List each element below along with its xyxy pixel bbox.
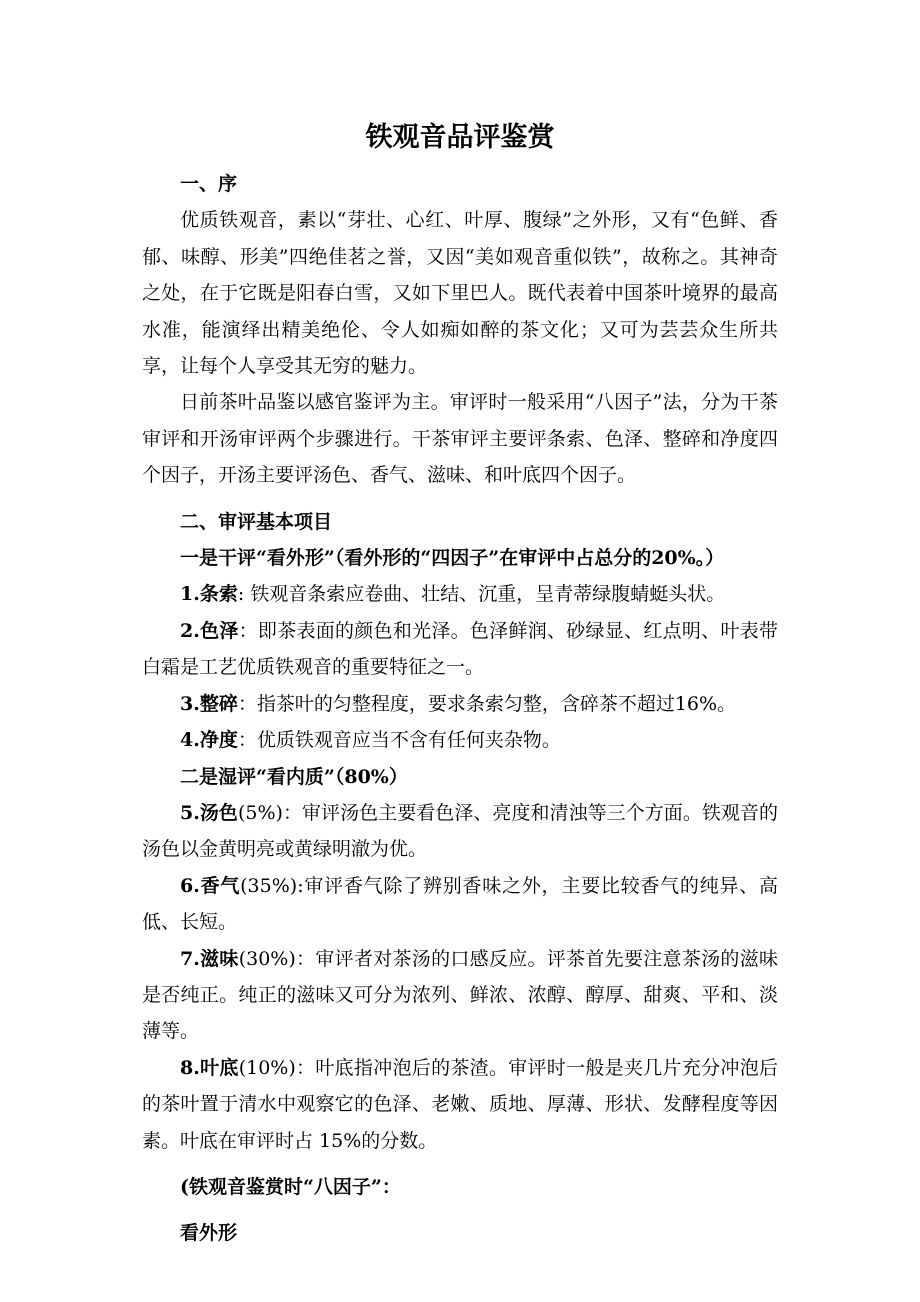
- note-heading: (铁观音鉴赏时“八因子”：: [180, 1175, 401, 1198]
- item-text: (10%)：叶底指冲泡后的茶渣。审评时一般是夹几片充分冲泡后的茶叶置于清水中观察它的色泽、老嫩、质地、厚薄、形状、发酵程度等因素。叶底在审评时占 15%的分数。: [142, 1056, 778, 1152]
- item-text: (5%)：审评汤色主要看色泽、亮度和清浊等三个方面。铁观音的汤色以金黄明亮或黄绿明澈为优。: [142, 801, 778, 861]
- item-aroma: [142, 868, 778, 941]
- item-label: 2.色泽: [180, 619, 239, 642]
- item-label: 4.净度: [180, 729, 238, 752]
- item-label: 6.香气: [180, 874, 241, 897]
- item-strip: [142, 576, 778, 612]
- dry-review-heading: 一是干评“看外形”（看外形的“四因子”在审评中占总分的20%。）: [180, 547, 725, 570]
- item-text: ：指茶叶的匀整程度，要求条索匀整，含碎茶不超过16%。: [237, 692, 737, 715]
- item-color: [142, 613, 778, 686]
- item-text: ：即茶表面的颜色和光泽。色泽鲜润、砂绿显、红点明、叶表带白霜是工艺优质铁观音的重要特征之一。: [142, 619, 778, 679]
- item-purity: [142, 722, 778, 758]
- item-label: 7.滋味: [180, 947, 239, 970]
- item-label: 5.汤色: [180, 801, 238, 824]
- item-leaf-base: [142, 1050, 778, 1159]
- item-text: : 铁观音条索应卷曲、壮结、沉重，呈青蒂绿腹蜻蜓头状。: [237, 583, 726, 606]
- document-title: 铁观音品评鉴赏: [365, 122, 555, 153]
- item-uniformity: [142, 686, 778, 722]
- item-label: 1.条索: [180, 583, 238, 606]
- item-text: (35%):审评香气除了辨别香味之外，主要比较香气的纯异、高低、长短。: [142, 874, 778, 934]
- subsection-heading-appearance: 看外形: [180, 1222, 238, 1245]
- item-text: (30%)：审评者对茶汤的口感反应。评茶首先要注意茶汤的滋味是否纯正。纯正的滋味又可分为浓列、鲜浓、浓醇、醇厚、甜爽、平和、淡薄等。: [142, 947, 778, 1043]
- item-label: 8.叶底: [180, 1056, 239, 1079]
- paragraph-method: 日前茶叶品鉴以感官鉴评为主。审评时一般采用“八因子”法，分为干茶审评和开汤审评两个步骤进行。干茶审评主要评条索、色泽、整碎和净度四个因子，开汤主要评汤色、香气、滋味、和叶底四个因子。: [142, 391, 778, 487]
- item-liquor-color: [142, 795, 778, 868]
- item-text: ：优质铁观音应当不含有任何夹杂物。: [237, 729, 561, 752]
- wet-review-heading: 二是湿评“看内质”（80%）: [180, 765, 408, 788]
- section-heading-preface: 一、序: [180, 173, 238, 195]
- item-taste: [142, 941, 778, 1050]
- section-heading-items: 二、审评基本项目: [180, 510, 333, 533]
- item-label: 3.整碎: [180, 692, 238, 715]
- paragraph-intro: 优质铁观音，素以“芽壮、心红、叶厚、腹绿”之外形，又有“色鲜、香郁、味醇、形美”四绝佳茗之誉，又因“美如观音重似铁”，故称之。其神奇之处，在于它既是阳春白雪，又如下里巴人。既代表着中国茶叶境界的最高水准，能演绎出精美绝伦、令人如痴如醉的茶文化；又可为芸芸众生所共享，让每个人享受其无穷的魅力。: [142, 209, 778, 378]
